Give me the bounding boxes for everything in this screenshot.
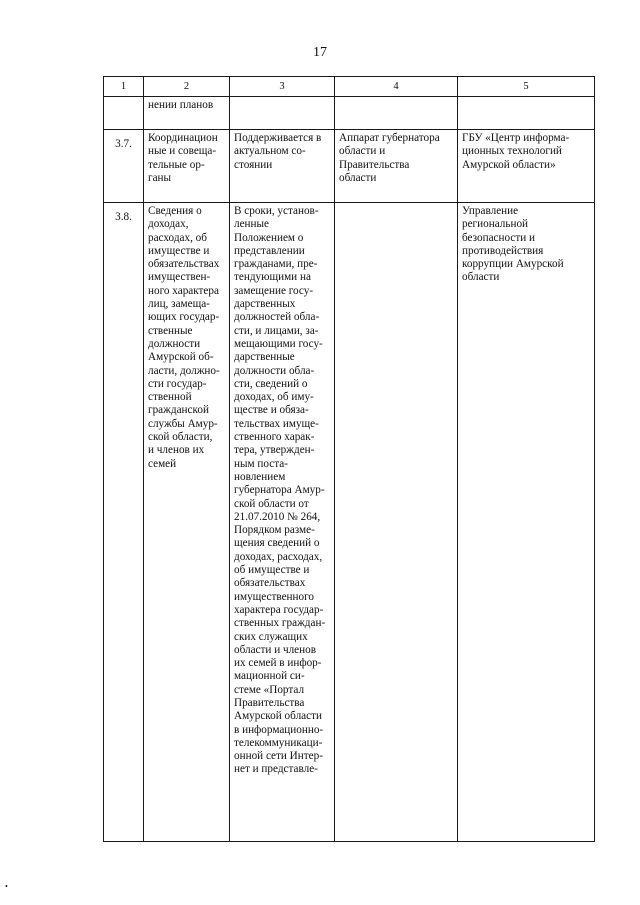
table-row xyxy=(104,203,595,842)
executor-cell xyxy=(458,97,595,130)
object-cell: Координацион ные и совеща- тельные ор- ганы xyxy=(144,130,230,203)
terms-cell: В сроки, установ- ленные Положением о представлении гражданами, пре- тендующими на замещение госу- дарственных должностей обла- сти, и лицами, за- мещающими госу- дарственные должности обла- сти, сведений о доходах, об иму- ществе и обяза- тельствах имуще- ственного харак- тера, утвержден- ным поста- новлением губернатора Амур- ской области от 21.07.2010 № 264, Порядком разме- щения сведений о доходах, расходах, об имуществе и обязательствах имущественного характера государ- ственных граждан- ских служащих области и членов их семей в инфор- мационной си- стеме «Портал Правительства Амурской области в информационно- телекоммуникаци- онной сети Интер- нет и представле- xyxy=(230,203,335,842)
object-cell: нении планов xyxy=(144,97,230,130)
page-number: 17 xyxy=(313,45,327,60)
table-row xyxy=(104,97,595,130)
executor-cell: ГБУ «Центр информа- ционных технологий Амурской области» xyxy=(458,130,595,203)
executor-cell: Управление региональной безопасности и противодействия коррупции Амурской области xyxy=(458,203,595,842)
terms-cell: Поддерживается в актуальном со- стоянии xyxy=(230,130,335,203)
table-row xyxy=(104,130,595,203)
header-cell: 5 xyxy=(458,77,595,97)
row-number-cell: 3.7. xyxy=(104,130,144,203)
scan-mark: • xyxy=(5,882,8,891)
terms-cell xyxy=(230,97,335,130)
header-cell: 4 xyxy=(335,77,458,97)
header-cell: 1 xyxy=(104,77,144,97)
row-number-cell xyxy=(104,97,144,130)
table-header-row xyxy=(104,77,595,97)
plan-table xyxy=(103,76,595,842)
object-cell: Сведения о доходах, расходах, об имуществе и обязательствах имуществен- ного характера лиц, замеща- ющих государ- ственные должности Амурской об- ласти, должно- сти государ- ственной гражданской службы Амур- ской области, и членов их семей xyxy=(144,203,230,842)
header-cell: 3 xyxy=(230,77,335,97)
responsible-cell xyxy=(335,97,458,130)
header-cell: 2 xyxy=(144,77,230,97)
responsible-cell: Аппарат губернатора области и Правительства области xyxy=(335,130,458,203)
responsible-cell xyxy=(335,203,458,842)
row-number-cell: 3.8. xyxy=(104,203,144,842)
